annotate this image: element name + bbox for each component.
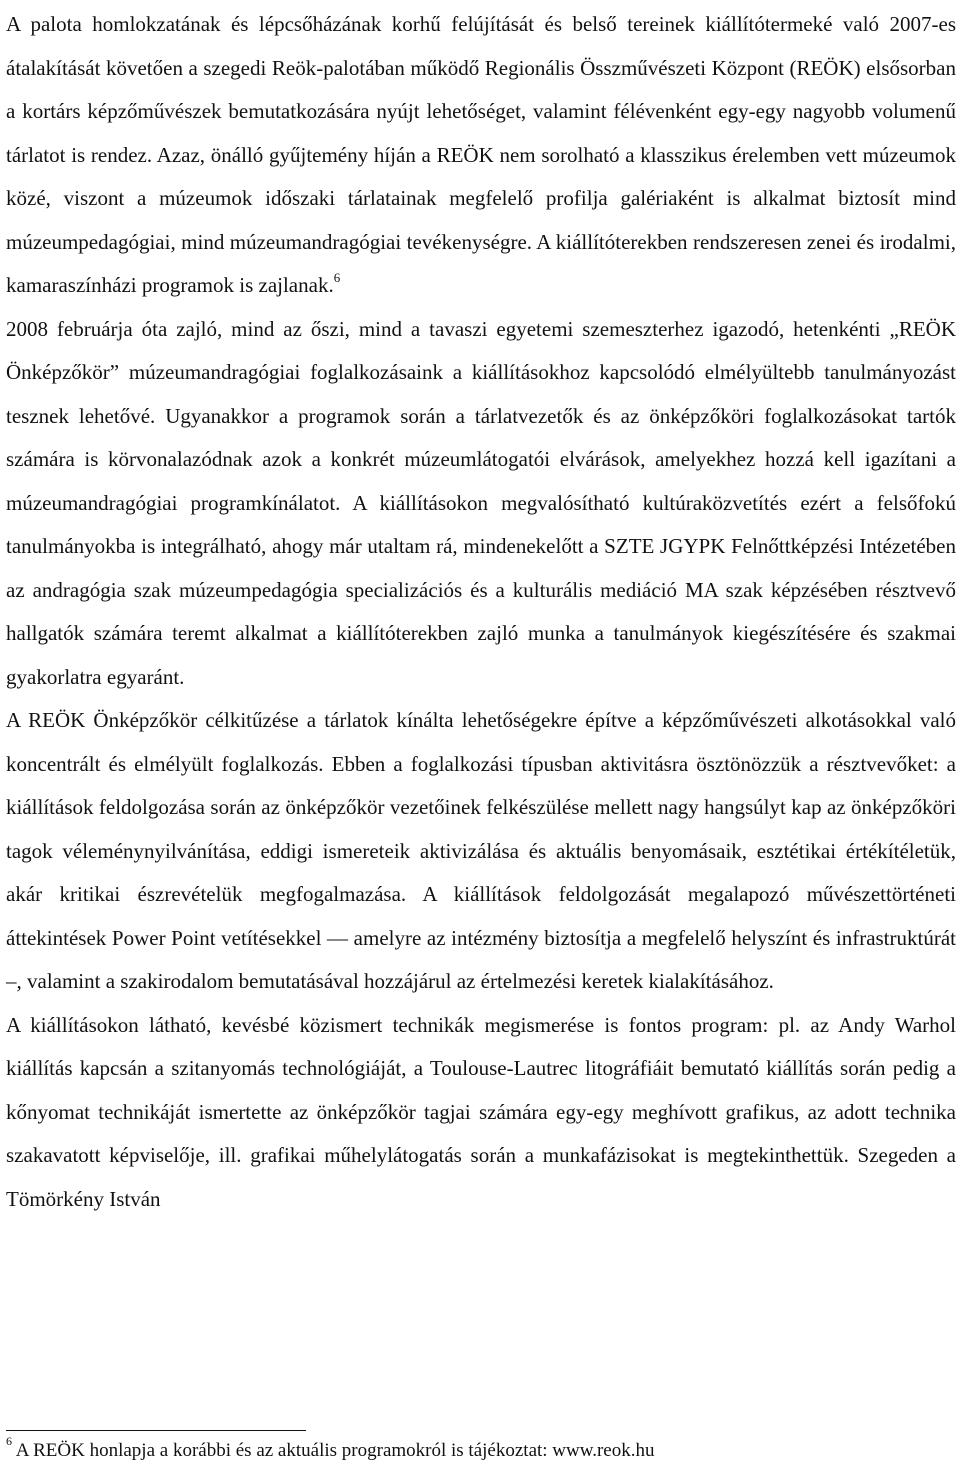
footnote-text: A REÖK honlapja a korábbi és az aktuális programokról is tájékoztat: www.reok.hu xyxy=(15,1440,655,1461)
paragraph-onkepzokor-goals xyxy=(6,699,956,1004)
document-body xyxy=(6,3,956,1221)
paragraph-text: A palota homlokzatának és lépcsőházának korhű felújítását és belső tereinek kiállítótermeké való 2007-es átalakítását követően a szegedi Reök-palotában működő Regionális Összművészeti Központ (REÖK) elsősorban a kortárs képzőművészek bemutatkozására nyújt lehetőséget, valamint félévenként egy-egy nagyobb volumenű tárlatot is rendez. Azaz, önálló gyűjtemény híján a REÖK nem sorolható a klasszikus érelemben vett múzeumok közé, viszont a múzeumok időszaki tárlatainak megfelelő profilja galériaként is alkalmat biztosít mind múzeumpedagógiai, mind múzeumandragógiai tevékenységre. A kiállítóterekben rendszeresen zenei és irodalmi, kamaraszínházi programok is zajlanak. xyxy=(6,12,956,297)
footnote-number: 6 xyxy=(6,1433,12,1448)
footnote xyxy=(6,1433,946,1464)
paragraph-text: A REÖK Önképzőkör célkitűzése a tárlatok kínálta lehetőségekre építve a képzőművészeti alkotásokkal való koncentrált és elmélyült foglalkozás. Ebben a foglalkozási típusban aktivitásra ösztönözzük a résztvevőket: a kiállítások feldolgozása során az önképzőkör vezetőinek felkészülése mellett nagy hangsúlyt kap az önképzőköri tagok véleménynyilvánítása, eddigi ismereteik aktivizálása és aktuális benyomásaik, esztétikai értékítéletük, akár kritikai észrevételük megfogalmazása. A kiállítások feldolgozását megalapozó művészettörténeti áttekintések Power Point vetítésekkel — amelyre az intézmény biztosítja a megfelelő helyszínt és infrastruktúrát –, valamint a szakirodalom bemutatásával hozzájárul az értelmezési keretek kialakításához. xyxy=(6,708,956,993)
paragraph-text: 2008 februárja óta zajló, mind az őszi, mind a tavaszi egyetemi szemeszterhez igazodó, hetenkénti „REÖK Önképzőkör” múzeumandragógiai foglalkozásaink a kiállításokhoz kapcsolódó elmélyültebb tanulmányozást tesznek lehetővé. Ugyanakkor a programok során a tárlatvezetők és az önképzőköri foglalkozásokat tartók számára is körvonalazódnak azok a konkrét múzeumlátogatói elvárások, amelyekhez hozzá kell igazítani a múzeumandragógiai programkínálatot. A kiállításokon megvalósítható kultúraközvetítés ezért a felsőfokú tanulmányokba is integrálható, ahogy már utaltam rá, mindenekelőtt a SZTE JGYPK Felnőttképzési Intézetében az andragógia szak múzeumpedagógia specializációs és a kulturális mediáció MA szak képzésében résztvevő hallgatók számára teremt alkalmat a kiállítóterekben zajló munka a tanulmányok kiegészítésére és szakmai gyakorlatra egyaránt. xyxy=(6,316,956,689)
paragraph-onkepzokor-program xyxy=(6,308,956,700)
paragraph-text: A kiállításokon látható, kevésbé közismert technikák megismerése is fontos program: pl. az Andy Warhol kiállítás kapcsán a szitanyomás technológiáját, a Toulouse-Lautrec litográfiáit bemutató kiállítás során pedig a kőnyomat technikáját ismertette az önképzőkör tagjai számára egy-egy meghívott grafikus, az adott technika szakavatott képviselője, ill. grafikai műhelylátogatás során a munkafázisokat is megtekinthettük. Szegeden a Tömörkény István xyxy=(6,1012,956,1211)
footnote-divider xyxy=(6,1430,306,1431)
paragraph-reok-intro xyxy=(6,3,956,308)
footnote-reference[interactable]: 6 xyxy=(333,270,341,285)
paragraph-techniques xyxy=(6,1004,956,1222)
